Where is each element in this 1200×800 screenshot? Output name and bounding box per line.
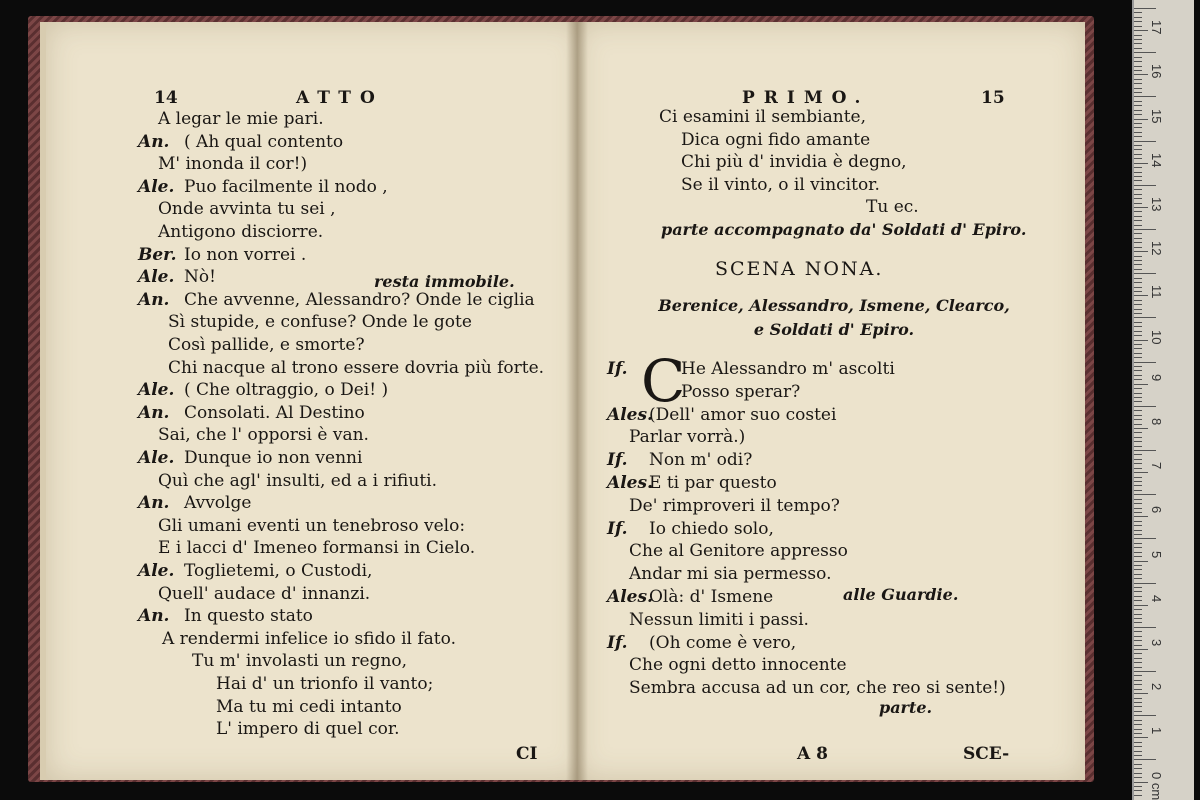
ruler-tick <box>1134 362 1156 363</box>
ruler-tick <box>1134 317 1156 318</box>
ruler-tick <box>1134 454 1142 455</box>
stage-direction-exit: parte. <box>879 698 933 717</box>
verse-line: De' rimproveri il tempo? <box>629 496 840 516</box>
ruler-tick <box>1134 74 1148 75</box>
ruler-tick <box>1134 304 1142 305</box>
ruler-tick <box>1134 415 1142 416</box>
verse-line: Chi più d' invidia è degno, <box>681 152 907 172</box>
ruler-tick <box>1134 48 1142 49</box>
ruler-tick <box>1134 733 1142 734</box>
ruler-tick <box>1134 26 1142 27</box>
ruler-tick <box>1134 154 1142 155</box>
ruler-tick <box>1134 675 1142 676</box>
speaker-label: Ales. <box>607 405 653 425</box>
ruler-tick <box>1134 282 1142 283</box>
ruler-tick <box>1134 477 1142 478</box>
ruler-tick <box>1134 127 1142 128</box>
speaker-label: Ales. <box>607 473 653 493</box>
verse-line: Che avvenne, Alessandro? Onde le ciglia <box>184 290 535 310</box>
ruler-tick <box>1134 220 1142 221</box>
ruler-tick <box>1134 795 1142 796</box>
verse-line: Ma tu mi cedi intanto <box>216 697 402 717</box>
ruler-tick <box>1134 512 1142 513</box>
ruler-tick <box>1134 428 1148 429</box>
ruler-tick <box>1134 92 1142 93</box>
ruler-tick <box>1134 530 1142 531</box>
speaker-label: If. <box>607 633 628 653</box>
verse-line: Non m' odi? <box>649 450 753 470</box>
ruler-tick <box>1134 273 1156 274</box>
ruler-tick <box>1134 357 1142 358</box>
ruler-tick <box>1134 335 1142 336</box>
catchword: SCE- <box>963 744 1010 764</box>
verse-line: ( Ah qual contento <box>184 132 344 152</box>
ruler-number: 4 <box>1149 594 1164 602</box>
verse-line: A rendermi infelice io sfido il fato. <box>162 629 456 649</box>
ruler-tick <box>1134 52 1156 53</box>
ruler-tick <box>1134 397 1142 398</box>
ruler-number: 12 <box>1149 241 1164 256</box>
ruler-tick <box>1134 189 1142 190</box>
ruler-tick <box>1134 742 1142 743</box>
speaker-label: An. <box>138 606 170 626</box>
ruler-tick <box>1134 247 1142 248</box>
ruler-tick <box>1134 729 1142 730</box>
ruler-tick <box>1134 782 1148 783</box>
ruler-tick <box>1134 419 1142 420</box>
ruler-tick <box>1134 790 1142 791</box>
cast-line-1: Berenice, Alessandro, Ismene, Clearco, <box>658 296 1010 315</box>
ruler-tick <box>1134 410 1142 411</box>
ruler-tick <box>1134 225 1142 226</box>
running-header: PRIMO. <box>742 88 870 108</box>
ruler-tick <box>1134 238 1142 239</box>
ruler-tick <box>1134 786 1142 787</box>
ruler-tick <box>1134 198 1142 199</box>
ruler-tick <box>1134 768 1142 769</box>
ruler-tick <box>1134 43 1142 44</box>
ruler-tick <box>1134 640 1142 641</box>
ruler-tick <box>1134 172 1142 173</box>
verse-line: Che ogni detto innocente <box>629 655 847 675</box>
ruler-tick <box>1134 468 1142 469</box>
ruler-tick <box>1134 313 1142 314</box>
speaker-label: Ale. <box>138 267 175 287</box>
ruler-tick <box>1134 269 1142 270</box>
ruler-tick <box>1134 556 1142 557</box>
ruler-tick <box>1134 547 1142 548</box>
ruler-tick <box>1134 538 1156 539</box>
catchword: CI <box>516 744 538 764</box>
ruler-number: 3 <box>1149 638 1164 647</box>
ruler-tick <box>1134 698 1142 699</box>
ruler-tick <box>1134 203 1142 204</box>
verse-line: Nò! <box>184 267 216 287</box>
left-page <box>40 22 583 780</box>
ruler-tick <box>1134 472 1148 473</box>
ruler-tick <box>1134 662 1142 663</box>
ruler-tick <box>1134 596 1142 597</box>
ruler-tick <box>1134 680 1142 681</box>
verse-line: Sembra accusa ad un cor, che reo si sente!) <box>629 678 1006 698</box>
verse-line: Così pallide, e smorte? <box>168 335 365 355</box>
ruler-tick <box>1134 70 1142 71</box>
verse-line: (Oh come è vero, <box>649 633 797 653</box>
ruler-tick <box>1134 525 1142 526</box>
ruler-tick <box>1134 278 1142 279</box>
ruler-tick <box>1134 114 1142 115</box>
ruler-tick <box>1134 370 1142 371</box>
ruler-tick <box>1134 715 1156 716</box>
measuring-ruler <box>1132 0 1194 800</box>
ruler-tick <box>1134 256 1142 257</box>
ruler-number: 13 <box>1149 196 1164 212</box>
ruler-tick <box>1134 516 1148 517</box>
tu-ec: Tu ec. <box>866 197 919 217</box>
ruler-tick <box>1134 233 1142 234</box>
ruler-tick <box>1134 326 1142 327</box>
ruler-tick <box>1134 583 1156 584</box>
verse-line: E ti par questo <box>649 473 777 493</box>
verse-line: (Dell' amor suo costei <box>649 405 837 425</box>
scene-title: SCENA NONA. <box>715 258 884 280</box>
ruler-tick <box>1134 777 1142 778</box>
speaker-label: If. <box>607 359 628 379</box>
verse-line: Posso sperar? <box>681 382 801 402</box>
verse-line: Se il vinto, o il vincitor. <box>681 174 880 195</box>
ruler-tick <box>1134 379 1142 380</box>
ruler-tick <box>1134 645 1142 646</box>
ruler-number: 17 <box>1149 20 1164 35</box>
ruler-tick <box>1134 561 1148 562</box>
ruler-tick <box>1134 149 1142 150</box>
ruler-tick <box>1134 141 1156 142</box>
ruler-tick <box>1134 39 1142 40</box>
verse-line: Hai d' un trionfo il vanto; <box>216 674 434 694</box>
ruler-tick <box>1134 167 1142 168</box>
ruler-tick <box>1134 667 1142 668</box>
verse-line: Antigono disciorre. <box>158 222 324 242</box>
verse-line: Ci esamini il sembiante, <box>659 107 866 127</box>
ruler-tick <box>1134 631 1142 632</box>
ruler-tick <box>1134 751 1142 752</box>
speaker-label: Ale. <box>138 177 175 197</box>
ruler-tick <box>1134 340 1148 341</box>
ruler-tick <box>1134 759 1156 760</box>
ruler-tick <box>1134 503 1142 504</box>
ruler-tick <box>1134 684 1142 685</box>
ruler-tick <box>1134 79 1142 80</box>
verse-line: Tu m' involasti un regno, <box>192 651 408 671</box>
ruler-tick <box>1134 587 1142 588</box>
verse-line: A legar le mie pari. <box>158 109 324 129</box>
ruler-tick <box>1134 57 1142 58</box>
ruler-tick <box>1134 534 1142 535</box>
ruler-tick <box>1134 194 1142 195</box>
speaker-label: An. <box>138 493 170 513</box>
ruler-tick <box>1134 565 1142 566</box>
ruler-tick <box>1134 689 1142 690</box>
ruler-tick <box>1134 295 1148 296</box>
ruler-tick <box>1134 348 1142 349</box>
ruler-tick <box>1134 773 1142 774</box>
ruler-number: 2 <box>1149 683 1164 691</box>
verse-line: E i lacci d' Imeneo formansi in Cielo. <box>158 538 476 558</box>
ruler-tick <box>1134 591 1142 592</box>
verse-line: In questo stato <box>184 606 313 626</box>
ruler-tick <box>1134 755 1142 756</box>
ruler-tick <box>1134 552 1142 553</box>
ruler-tick <box>1134 614 1142 615</box>
ruler-number: 6 <box>1149 506 1164 514</box>
ruler-tick <box>1134 600 1142 601</box>
drop-cap: C <box>641 347 686 415</box>
ruler-tick <box>1134 393 1142 394</box>
stage-direction-guards: alle Guardie. <box>843 585 959 604</box>
ruler-tick <box>1134 260 1142 261</box>
verse-line: Nessun limiti i passi. <box>629 610 809 630</box>
ruler-tick <box>1134 653 1142 654</box>
ruler-number: 11 <box>1149 285 1164 299</box>
ruler-tick <box>1134 21 1142 22</box>
ruler-tick <box>1134 693 1148 694</box>
ruler-tick <box>1134 353 1142 354</box>
ruler-number: 5 <box>1149 550 1164 558</box>
ruler-tick <box>1134 309 1142 310</box>
ruler-tick <box>1134 702 1142 703</box>
ruler-number: 14 <box>1149 152 1164 168</box>
ruler-tick <box>1134 119 1148 120</box>
ruler-tick <box>1134 724 1142 725</box>
ruler-tick <box>1134 432 1142 433</box>
ruler-tick <box>1134 110 1142 111</box>
ruler-number: 9 <box>1149 373 1164 381</box>
ruler-tick <box>1134 406 1156 407</box>
ruler-tick <box>1134 105 1142 106</box>
ruler-tick <box>1134 543 1142 544</box>
page-number: 14 <box>154 88 178 108</box>
ruler-tick <box>1134 605 1148 606</box>
verse-line: Andar mi sia permesso. <box>629 564 832 584</box>
ruler-tick <box>1134 521 1142 522</box>
ruler-tick <box>1134 508 1142 509</box>
ruler-tick <box>1134 490 1142 491</box>
verse-line: Dunque io non venni <box>184 448 363 468</box>
ruler-tick <box>1134 83 1142 84</box>
ruler-tick <box>1134 180 1142 181</box>
ruler-number: 16 <box>1149 64 1164 79</box>
ruler-tick <box>1134 242 1142 243</box>
cast-line-2: e Soldati d' Epiro. <box>753 320 915 339</box>
ruler-number: 0 cm <box>1149 771 1164 800</box>
ruler-tick <box>1134 17 1142 18</box>
speaker-label: An. <box>138 290 170 310</box>
ruler-tick <box>1134 446 1142 447</box>
verse-line: Avvolge <box>184 493 252 513</box>
ruler-tick <box>1134 132 1142 133</box>
right-page <box>577 22 1085 780</box>
ruler-tick <box>1134 671 1156 672</box>
ruler-tick <box>1134 375 1142 376</box>
ruler-tick <box>1134 737 1148 738</box>
ruler-tick <box>1134 88 1142 89</box>
verse-line: Olà: d' Ismene <box>649 587 774 607</box>
ruler-tick <box>1134 207 1148 208</box>
speaker-label: An. <box>138 403 170 423</box>
ruler-tick <box>1134 344 1142 345</box>
ruler-tick <box>1134 185 1156 186</box>
verse-line: Puo facilmente il nodo , <box>184 177 388 197</box>
verse-line: Io non vorrei . <box>184 245 307 265</box>
ruler-tick <box>1134 658 1142 659</box>
ruler-tick <box>1134 12 1142 13</box>
verse-line: Consolati. Al Destino <box>184 403 365 423</box>
ruler-number: 8 <box>1149 417 1164 426</box>
ruler-number: 15 <box>1149 108 1164 123</box>
ruler-tick <box>1134 764 1142 765</box>
ruler-tick <box>1134 136 1142 137</box>
ruler-number: 7 <box>1149 462 1164 470</box>
ruler-tick <box>1134 66 1142 67</box>
stage-direction: resta immobile. <box>374 272 515 291</box>
ruler-tick <box>1134 96 1156 97</box>
verse-line: Gli umani eventi un tenebroso velo: <box>158 516 466 536</box>
ruler-tick <box>1134 463 1142 464</box>
speaker-label: Ale. <box>138 380 175 400</box>
ruler-tick <box>1134 264 1142 265</box>
verse-line: Quì che agl' insulti, ed a i rifiuti. <box>158 471 438 491</box>
ruler-tick <box>1134 216 1142 217</box>
verse-line: Parlar vorrà.) <box>629 427 746 447</box>
speaker-label: Ale. <box>138 448 175 468</box>
ruler-tick <box>1134 437 1142 438</box>
ruler-tick <box>1134 388 1142 389</box>
verse-line: Quell' audace d' innanzi. <box>158 584 371 604</box>
verse-line: Dica ogni fido amante <box>681 129 871 150</box>
verse-line: Chi nacque al trono essere dovria più forte. <box>168 358 545 378</box>
verse-line: Sai, che l' opporsi è van. <box>158 425 369 445</box>
ruler-tick <box>1134 8 1156 9</box>
ruler-tick <box>1134 649 1148 650</box>
running-header: ATTO <box>296 88 384 108</box>
ruler-tick <box>1134 622 1142 623</box>
ruler-tick <box>1134 720 1142 721</box>
ruler-tick <box>1134 569 1142 570</box>
ruler-tick <box>1134 578 1142 579</box>
speaker-label: If. <box>607 519 628 539</box>
ruler-tick <box>1134 574 1142 575</box>
verse-line: He Alessandro m' ascolti <box>681 359 895 379</box>
ruler-number: 10 <box>1149 329 1164 344</box>
ruler-tick <box>1134 35 1142 36</box>
ruler-tick <box>1134 618 1142 619</box>
ruler-tick <box>1134 61 1142 62</box>
verse-line: Onde avvinta tu sei , <box>158 199 336 219</box>
ruler-tick <box>1134 30 1148 31</box>
verse-line: M' inonda il cor!) <box>158 154 308 174</box>
ruler-tick <box>1134 322 1142 323</box>
verse-line: Sì stupide, e confuse? Onde le gote <box>168 312 472 332</box>
ruler-tick <box>1134 494 1156 495</box>
ruler-tick <box>1134 211 1142 212</box>
ruler-tick <box>1134 481 1142 482</box>
signature-mark: A 8 <box>797 744 828 764</box>
ruler-tick <box>1134 450 1156 451</box>
ruler-tick <box>1134 424 1142 425</box>
ruler-number: 1 <box>1149 727 1164 735</box>
ruler-tick <box>1134 636 1142 637</box>
ruler-tick <box>1134 499 1142 500</box>
verse-line: ( Che oltraggio, o Dei! ) <box>184 380 389 400</box>
ruler-tick <box>1134 158 1142 159</box>
ruler-tick <box>1134 627 1156 628</box>
ruler-tick <box>1134 229 1156 230</box>
ruler-tick <box>1134 287 1142 288</box>
ruler-tick <box>1134 384 1148 385</box>
verse-line: Toglietemi, o Custodi, <box>184 561 373 581</box>
ruler-tick <box>1134 163 1148 164</box>
ruler-tick <box>1134 291 1142 292</box>
ruler-tick <box>1134 746 1142 747</box>
ruler-tick <box>1134 441 1142 442</box>
page-number: 15 <box>981 88 1005 108</box>
ruler-tick <box>1134 251 1148 252</box>
ruler-tick <box>1134 123 1142 124</box>
ruler-tick <box>1134 366 1142 367</box>
ruler-tick <box>1134 459 1142 460</box>
ruler-tick <box>1134 331 1142 332</box>
verse-line: L' impero di quel cor. <box>216 719 400 739</box>
speaker-label: Ber. <box>138 245 177 265</box>
speaker-label: If. <box>607 450 628 470</box>
ruler-tick <box>1134 485 1142 486</box>
speaker-label: Ales. <box>607 587 653 607</box>
ruler-tick <box>1134 609 1142 610</box>
ruler-tick <box>1134 145 1142 146</box>
verse-line: Che al Genitore appresso <box>629 541 848 561</box>
ruler-tick <box>1134 401 1142 402</box>
verse-line: Io chiedo solo, <box>649 519 774 539</box>
ruler-tick <box>1134 176 1142 177</box>
book-gutter <box>566 22 588 780</box>
ruler-tick <box>1134 101 1142 102</box>
ruler-tick <box>1134 300 1142 301</box>
ruler-tick <box>1134 711 1142 712</box>
exit-direction: parte accompagnato da' Soldati d' Epiro. <box>661 220 1027 239</box>
speaker-label: Ale. <box>138 561 175 581</box>
speaker-label: An. <box>138 132 170 152</box>
ruler-tick <box>1134 706 1142 707</box>
